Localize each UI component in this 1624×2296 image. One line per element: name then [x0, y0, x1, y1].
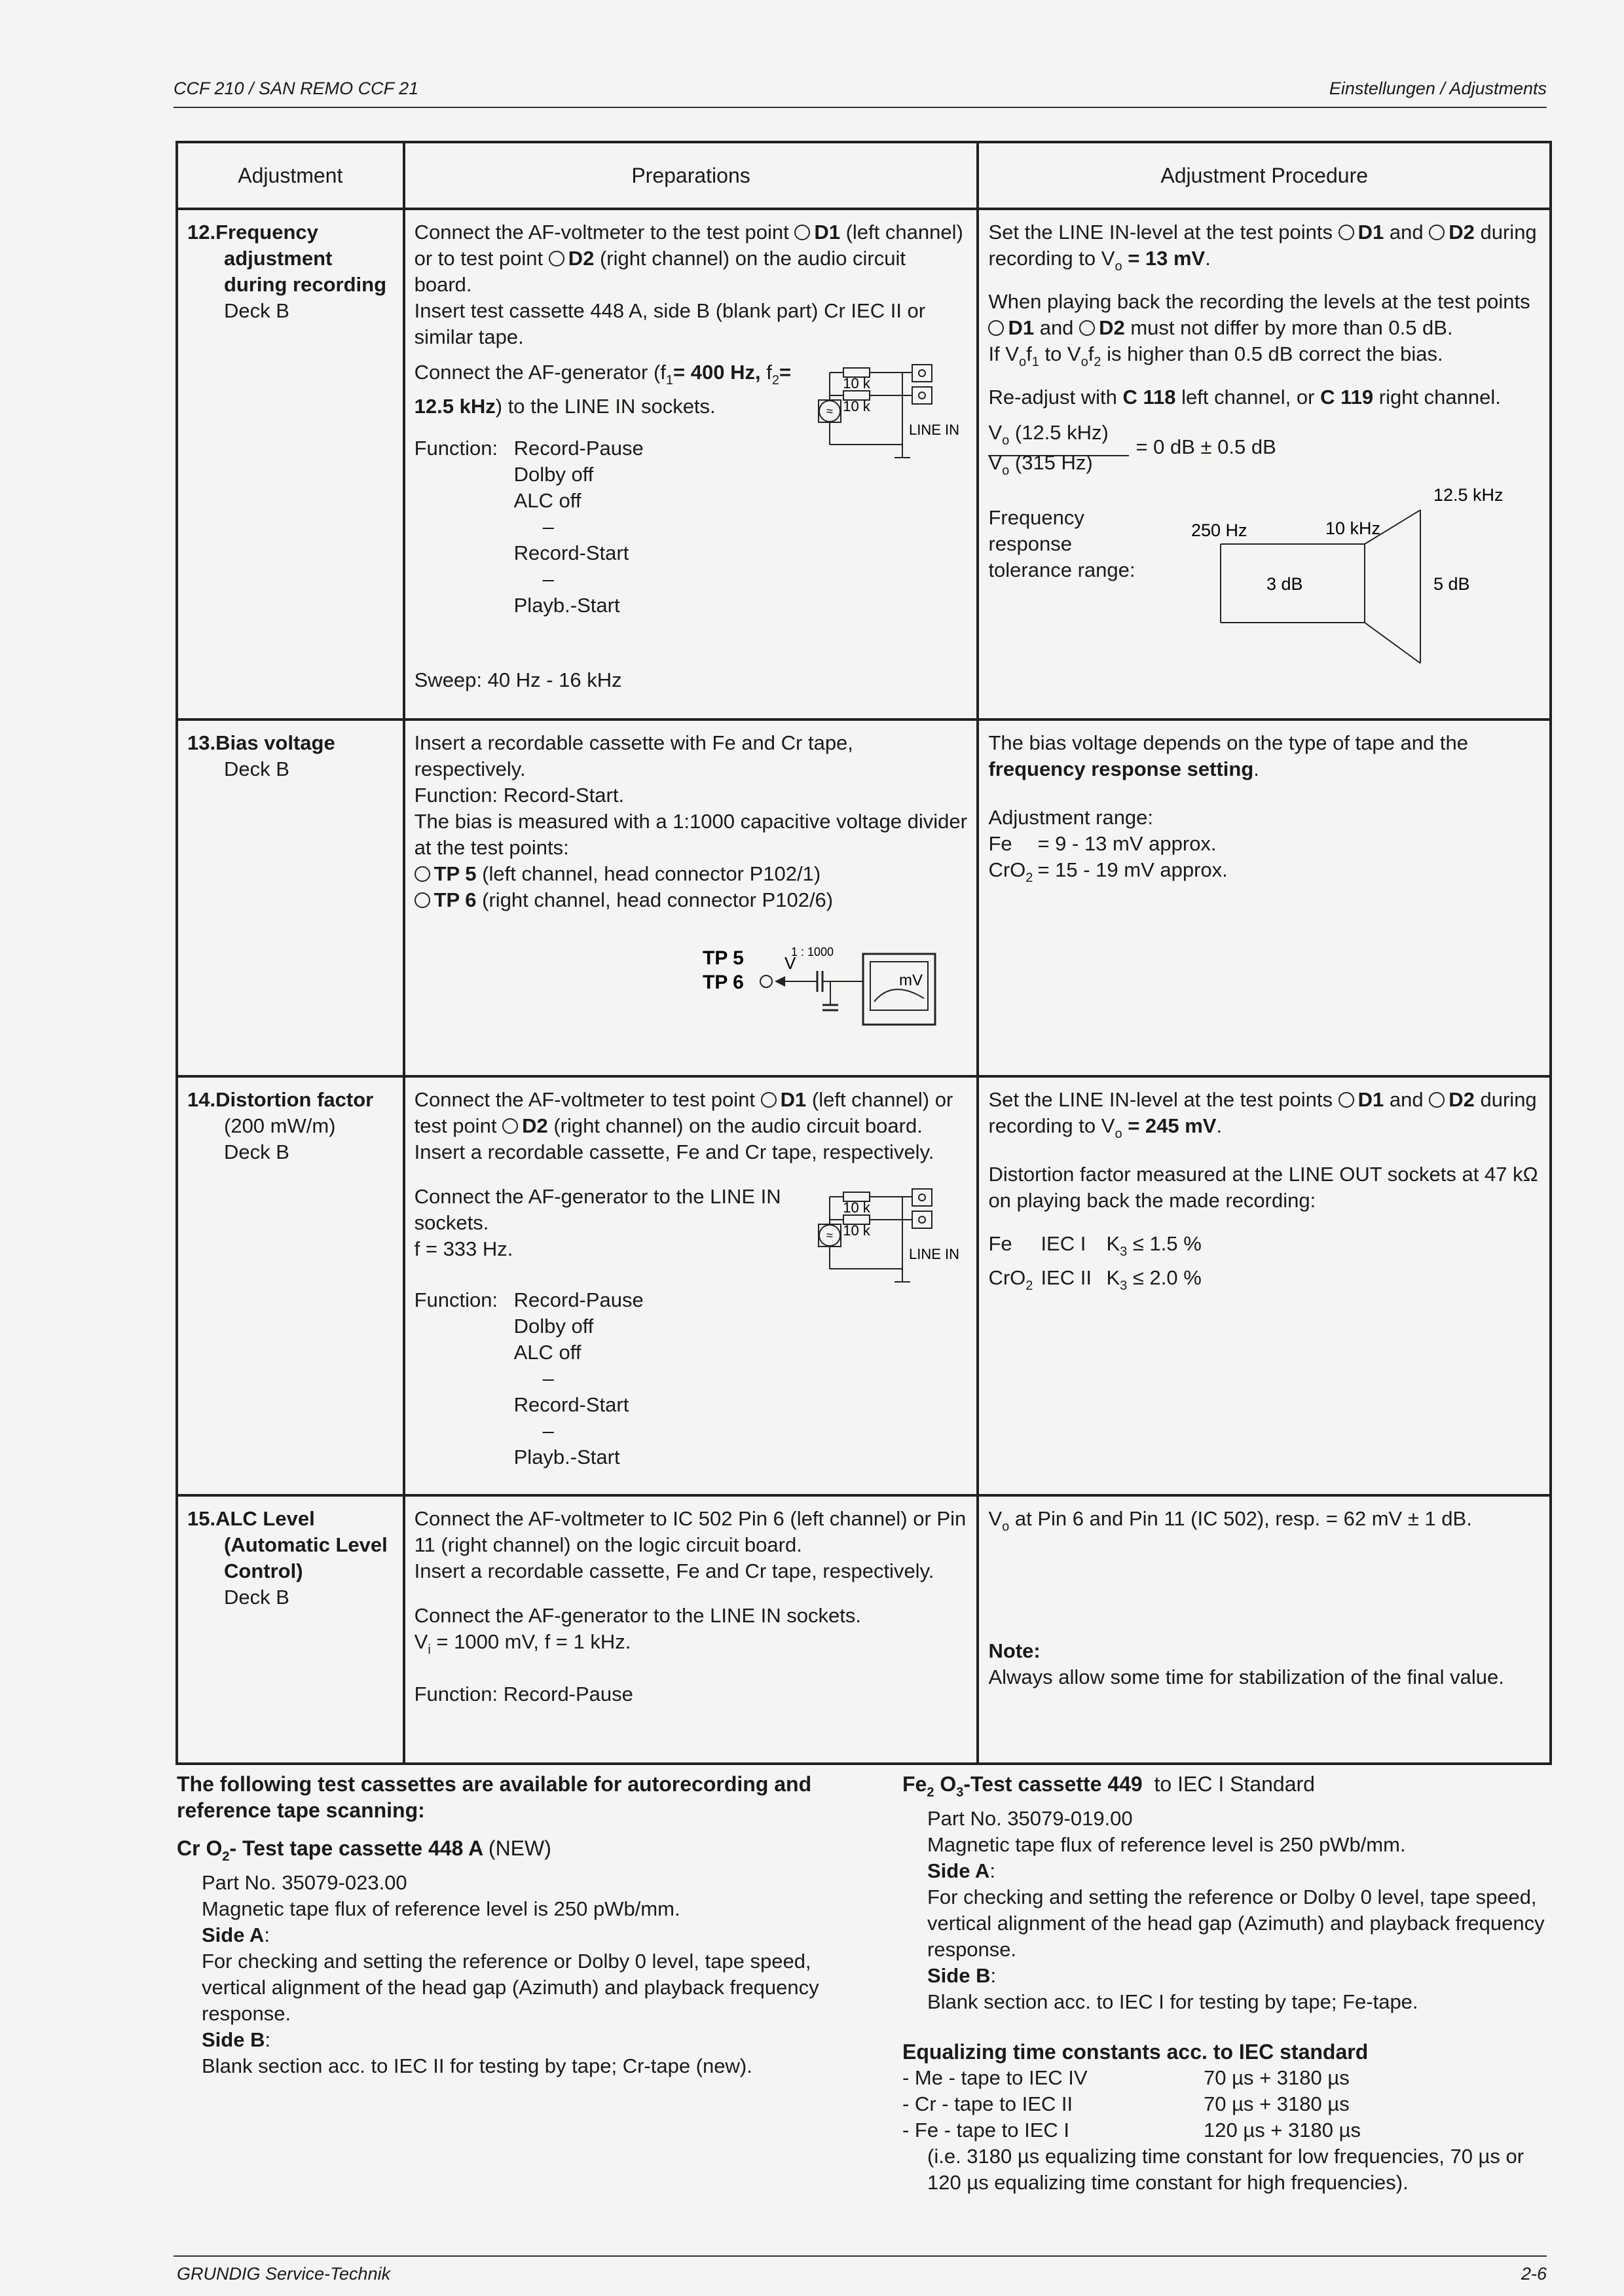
- adjustment-title: 15.ALC Level: [187, 1507, 315, 1530]
- test-point-icon: [794, 225, 810, 240]
- table-row-12: [177, 209, 1551, 720]
- footer-publisher: GRUNDIG Service-Technik: [177, 2264, 391, 2284]
- svg-text:≈: ≈: [826, 1229, 833, 1242]
- ratio-formula: $V_o$ (12.5 kHz) $V_o$ (315 Hz) = 0 dB ± 0.5 dB: [988, 421, 1276, 478]
- adjustment-title-line: during recording: [224, 273, 386, 296]
- function-step: Dolby off: [513, 463, 594, 486]
- ratio-label: 1 : 1000: [790, 945, 834, 958]
- col-header-preparations: Preparations: [404, 142, 978, 209]
- procedure-text: Distortion factor measured at the LINE OUT sockets at 47 kΩ on playing back the made recording:: [988, 1163, 1538, 1212]
- note-title: Note:: [988, 1639, 1041, 1662]
- test-point-icon: [761, 1092, 777, 1108]
- volt-label: V: [784, 953, 796, 973]
- procedure-cell-13: [978, 720, 1551, 1076]
- adjustment-range: Adjustment range: Fe = 9 - 13 mV approx. CrO$_2$ = 15 - 19 mV approx.: [988, 806, 1228, 885]
- resistor-label: 10 k: [842, 375, 870, 392]
- test-point-icon: [502, 1118, 518, 1134]
- tp-label: TP 5: [702, 947, 744, 969]
- table-row-15: [177, 1495, 1551, 1764]
- fe-cassette-heading: $Fe_2$ $O_3$-Test cassette 449 to IEC I Standard: [902, 1772, 1315, 1800]
- equalizing-row: - Cr - tape to IEC II 70 µs + 3180 µs: [902, 2092, 1350, 2115]
- preparations-cell-15: [404, 1495, 978, 1764]
- table-header-row: [177, 142, 1551, 209]
- adjustment-title: 13.Bias voltage: [187, 731, 335, 754]
- function-list: [415, 1287, 968, 1470]
- adjustment-table: [175, 141, 1552, 1765]
- function-step: ALC off: [513, 489, 581, 512]
- function-step: –: [542, 1419, 554, 1442]
- equalizing-note: (i.e. 3180 µs equalizing time constant for low frequencies, 70 µs or 120 µs equalizing time constant for high frequencies).: [927, 2145, 1524, 2194]
- adjustment-subtitle: (200 mW/m): [224, 1114, 336, 1137]
- line-in-label: LINE IN: [908, 422, 959, 438]
- adjustment-cell-14: [177, 1076, 404, 1495]
- deck-label: Deck B: [224, 757, 289, 780]
- deck-label: Deck B: [224, 1586, 289, 1609]
- preparations-cell-14: [404, 1076, 978, 1495]
- test-point-icon: [1338, 1092, 1354, 1108]
- adjustment-title-line: (Automatic Level: [224, 1533, 388, 1556]
- function-step: Playb.-Start: [513, 1446, 620, 1468]
- generator-text: Connect the AF-generator to the LINE IN sockets. $V_i = 1000$ mV, f = 1 kHz.: [414, 1604, 861, 1657]
- distortion-row: Fe IEC I $K_3 \le 1.5$ %: [988, 1232, 1202, 1259]
- adjustment-title-line: adjustment: [224, 247, 333, 270]
- test-point-icon: [1079, 320, 1095, 336]
- frequency-text: f = 333 Hz.: [414, 1237, 513, 1260]
- tolerance-label: 10 kHz: [1325, 519, 1381, 538]
- sweep-text: Sweep: 40 Hz - 16 kHz: [414, 668, 622, 691]
- cassette-intro: The following test cassettes are available for autorecording and reference tape scanning:: [177, 1772, 812, 1822]
- procedure-cell-14: [978, 1076, 1551, 1495]
- procedure-text: Re-adjust with C 118 left channel, or C 119 right channel.: [988, 386, 1501, 409]
- tp-label: TP 6: [702, 972, 744, 993]
- function-step: Record-Start: [513, 1393, 629, 1416]
- col-header-procedure: Adjustment Procedure: [978, 142, 1551, 209]
- prep-text: Insert a recordable cassette with Fe and Cr tape, respectively. Function: Record-Start. The bias is measured with a 1:1000 capacitive voltage divider at the test points: TP 5 (left channel, head connector P102/1) TP 6 (right channel, head connector P102/6): [414, 731, 967, 911]
- adjustment-title: 12.Frequency: [187, 221, 318, 244]
- distortion-limits: [988, 1231, 1540, 1299]
- tolerance-label: 5 dB: [1433, 574, 1470, 594]
- procedure-cell-15: [978, 1495, 1551, 1764]
- cr-cassette-details: Part No. 35079-023.00 Magnetic tape flux of reference level is 250 pWb/mm. Side A: For checking and setting the reference or Dolby 0 level, tape speed, vertical alignment of the head gap (Azimuth) and playback frequency response. Side B: Blank section acc. to IEC II for testing by tape; Cr-tape (new).: [202, 1871, 819, 2077]
- generator-block: [415, 1184, 968, 1485]
- bias-measure-diagram: [703, 939, 938, 1031]
- adjustment-title-line: Control): [224, 1559, 303, 1582]
- function-step: Record-Start: [513, 541, 629, 564]
- tolerance-label: 12.5 kHz: [1433, 485, 1504, 505]
- resistor-label: 10 k: [842, 1222, 870, 1239]
- cassette-info-left: [177, 1771, 838, 2079]
- function-step: Dolby off: [513, 1315, 594, 1338]
- procedure-text: Set the LINE IN-level at the test points D1 and D2 during recording to $V_o = 13$ mV.: [988, 221, 1537, 274]
- test-point-icon: [549, 251, 564, 266]
- adjustment-title: 14.Distortion factor: [187, 1088, 374, 1111]
- procedure-text: The bias voltage depends on the type of tape and the frequency response setting.: [988, 731, 1468, 780]
- page-number: 2-6: [1521, 2264, 1547, 2284]
- generator-text: Connect the AF-generator ($f_1= 400$ Hz, $f_2= 12.5$ kHz) to the LINE IN sockets.: [414, 361, 792, 418]
- test-point-icon: [1338, 225, 1354, 240]
- adjustment-cell-13: [177, 720, 404, 1076]
- test-point-icon: [1429, 225, 1445, 240]
- response-label: Frequency response tolerance range:: [988, 506, 1135, 581]
- note-text: Always allow some time for stabilization of the final value.: [988, 1666, 1504, 1688]
- test-point-icon: [415, 866, 430, 882]
- resistor-label: 10 k: [842, 1199, 870, 1216]
- prep-text: Connect the AF-voltmeter to the test point D1 (left channel) or to test point D2 (right channel) on the audio circuit board. Insert test cassette 448 A, side B (blank part) Cr IEC II or similar tape.: [414, 221, 963, 348]
- function-step: Playb.-Start: [513, 594, 620, 617]
- header-section: Einstellungen / Adjustments: [1329, 79, 1547, 98]
- meter-label: mV: [898, 972, 923, 989]
- test-point-icon: [415, 892, 430, 908]
- table-row-14: [177, 1076, 1551, 1495]
- deck-label: Deck B: [224, 1140, 289, 1163]
- procedure-text: $V_o$ at Pin 6 and Pin 11 (IC 502), resp. = 62 mV ± 1 dB.: [988, 1507, 1472, 1534]
- adjustment-cell-15: [177, 1495, 404, 1764]
- function-label: Function:: [414, 1288, 498, 1311]
- function-step: –: [542, 515, 554, 538]
- test-point-icon: [988, 320, 1004, 336]
- function-step: ALC off: [513, 1341, 581, 1364]
- distortion-row: CrO$_2$ IEC II $K_3 \le 2.0$ %: [988, 1266, 1202, 1293]
- procedure-text: Set the LINE IN-level at the test points D1 and D2 during recording to $V_o = 245$ mV.: [988, 1088, 1537, 1141]
- cassette-info-right: [902, 1771, 1554, 2196]
- svg-text:≈: ≈: [826, 405, 833, 418]
- procedure-cell-12: [978, 209, 1551, 720]
- preparations-cell-13: [404, 720, 978, 1076]
- equalizing-row: - Fe - tape to IEC I 120 µs + 3180 µs: [902, 2119, 1361, 2141]
- tolerance-block: [988, 479, 1540, 675]
- tolerance-diagram: [1191, 479, 1538, 675]
- tolerance-label: 3 dB: [1266, 574, 1303, 594]
- header-model: CCF 210 / SAN REMO CCF 21: [174, 79, 419, 98]
- function-step: –: [542, 568, 554, 591]
- equalizing-table: [902, 2065, 1554, 2196]
- function-step: Record-Pause: [513, 1288, 644, 1311]
- deck-label: Deck B: [224, 299, 289, 322]
- function-label: Function:: [414, 437, 498, 460]
- fe-cassette-details: Part No. 35079-019.00 Magnetic tape flux of reference level is 250 pWb/mm. Side A: For checking and setting the reference or Dolby 0 level, tape speed, vertical alignment of the head gap (Azimuth) and playback frequency response. Side B: Blank section acc. to IEC I for testing by tape; Fe-tape.: [927, 1807, 1545, 2013]
- procedure-text: When playing back the recording the levels at the test points D1 and D2 must not differ by more than 0.5 dB. If $V_of_1$ to $V_of_2$ is higher than 0.5 dB correct the bias.: [988, 290, 1530, 369]
- footer-rule: [174, 2255, 1547, 2257]
- generator-circuit-diagram: [811, 1184, 968, 1308]
- test-point-icon: [1429, 1092, 1445, 1108]
- cr-cassette-heading: Cr $O_2-$ Test tape cassette 448 A (NEW): [177, 1836, 551, 1864]
- generator-text: Connect the AF-generator to the LINE IN sockets.: [414, 1185, 781, 1234]
- equalizing-row: - Me - tape to IEC IV 70 µs + 3180 µs: [902, 2066, 1350, 2089]
- function-step: Record-Pause: [513, 437, 644, 460]
- table-row-13: [177, 720, 1551, 1076]
- col-header-adjustment: Adjustment: [177, 142, 404, 209]
- resistor-label: 10 k: [842, 398, 870, 414]
- adjustment-cell-12: [177, 209, 404, 720]
- line-in-label: LINE IN: [908, 1246, 959, 1262]
- function-text: Function: Record-Pause: [414, 1683, 633, 1705]
- tolerance-label: 250 Hz: [1191, 520, 1247, 540]
- ratio-result: = 0 dB ± 0.5 dB: [1135, 435, 1276, 458]
- prep-text: Connect the AF-voltmeter to test point D1 (left channel) or test point D2 (right channel) on the audio circuit board. Insert a recordable cassette, Fe and Cr tape, respectively.: [414, 1088, 953, 1163]
- generator-circuit-diagram: [811, 359, 968, 484]
- preparations-cell-12: [404, 209, 978, 720]
- prep-text: Connect the AF-voltmeter to IC 502 Pin 6 (left channel) or Pin 11 (right channel) on the logic circuit board. Insert a recordable cassette, Fe and Cr tape, respectively.: [414, 1507, 967, 1582]
- equalizing-title: Equalizing time constants acc. to IEC standard: [902, 2040, 1369, 2064]
- header-rule: [174, 107, 1547, 108]
- function-step: –: [542, 1367, 554, 1390]
- generator-block: [415, 359, 968, 667]
